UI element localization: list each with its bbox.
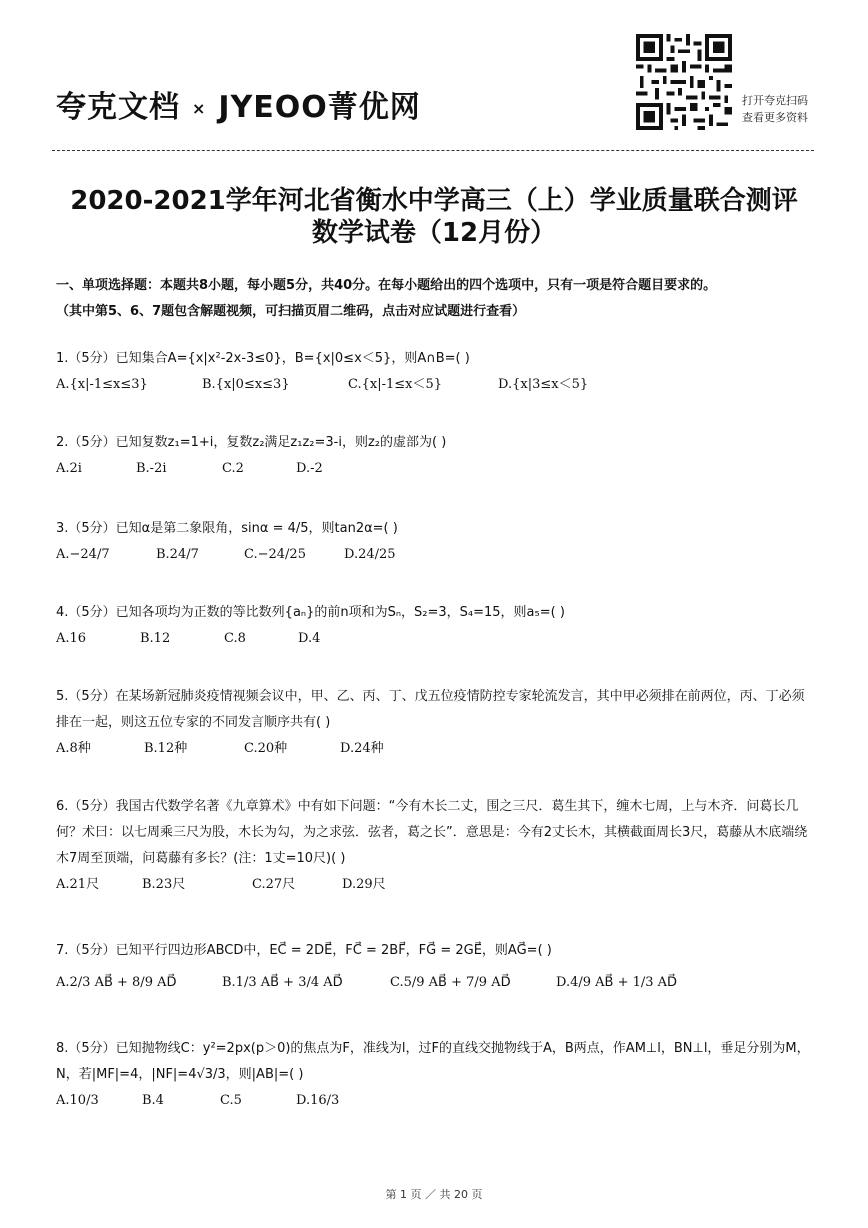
- question-stem: 6.（5分）我国古代数学名著《九章算术》中有如下问题：“今有木长二丈，围之三尺．葛生其下，缠木七周，上与木齐．问葛长几何？术曰：以七周乘三尺为股，木长为勾，为之求弦．弦者，葛之长”．意思是：今有2丈长木，其横截面周长3尺，葛藤从木底端绕木7周至顶端，问葛藤有多长？(注：1丈=10尺)( ): [56, 799, 808, 866]
- header-divider: [52, 150, 814, 151]
- section-note: （其中第5、6、7题包含解题视频，可扫描页眉二维码，点击对应试题进行查看）: [56, 304, 526, 319]
- page-title: 2020-2021学年河北省衡水中学高三（上）学业质量联合测评: [70, 186, 798, 216]
- brand-quark: 夸克文档: [56, 90, 180, 125]
- options-row: [56, 542, 816, 568]
- option-d[interactable]: D.4/9 AB⃗ + 1/3 AD⃗: [556, 975, 678, 990]
- options-row: [56, 1088, 816, 1114]
- qr-caption-line1: 打开夸克扫码: [742, 94, 808, 107]
- option-c[interactable]: C.{x|-1≤x＜5}: [348, 377, 443, 392]
- option-d[interactable]: D.29尺: [342, 877, 386, 892]
- option-b[interactable]: B.12: [140, 631, 171, 646]
- option-d[interactable]: D.24/25: [344, 547, 396, 562]
- option-d[interactable]: D.24种: [340, 741, 384, 756]
- options-row: [56, 872, 816, 898]
- question-stem: 3.（5分）已知α是第二象限角，sinα = 4/5，则tan2α=( ): [56, 521, 398, 536]
- option-b[interactable]: B.24/7: [156, 547, 199, 562]
- question-stem: 7.（5分）已知平行四边形ABCD中，EC⃗ = 2DE⃗，FC⃗ = 2BF⃗，FG⃗ = 2GE⃗，则AG⃗=( ): [56, 943, 552, 958]
- question-8: [56, 1036, 816, 1114]
- option-a[interactable]: A.{x|-1≤x≤3}: [56, 377, 148, 392]
- option-b[interactable]: B.23尺: [142, 877, 186, 892]
- question-2: [56, 430, 816, 482]
- page-header: [0, 0, 868, 150]
- brand-separator: ×: [192, 99, 207, 118]
- option-a[interactable]: A.2/3 AB⃗ + 8/9 AD⃗: [56, 975, 177, 990]
- qr-code-icon[interactable]: [636, 34, 732, 130]
- option-b[interactable]: B.12种: [144, 741, 188, 756]
- question-6: [56, 794, 816, 898]
- option-a[interactable]: A.2i: [56, 461, 82, 476]
- question-stem: 2.（5分）已知复数z₁=1+i，复数z₂满足z₁z₂=3-i，则z₂的虚部为( ): [56, 435, 447, 450]
- options-row: [56, 736, 816, 762]
- option-c[interactable]: C.5: [220, 1093, 242, 1108]
- question-5: [56, 684, 816, 762]
- option-d[interactable]: D.{x|3≤x＜5}: [498, 377, 589, 392]
- options-row: [56, 456, 816, 482]
- option-b[interactable]: B.1/3 AB⃗ + 3/4 AD⃗: [222, 975, 343, 990]
- question-3: [56, 516, 816, 568]
- options-row: [56, 372, 816, 398]
- option-d[interactable]: D.-2: [296, 461, 323, 476]
- options-row: [56, 970, 816, 996]
- section-heading: 一、单项选择题：本题共8小题，每小题5分，共40分。在每小题给出的四个选项中，只有一项是符合题目要求的。: [56, 278, 717, 293]
- question-4: [56, 600, 816, 652]
- option-b[interactable]: B.{x|0≤x≤3}: [202, 377, 290, 392]
- page-number: 第 1 页 ／ 共 20 页: [385, 1188, 483, 1201]
- option-c[interactable]: C.5/9 AB⃗ + 7/9 AD⃗: [390, 975, 511, 990]
- option-c[interactable]: C.−24/25: [244, 547, 306, 562]
- option-d[interactable]: D.4: [298, 631, 321, 646]
- option-a[interactable]: A.16: [56, 631, 87, 646]
- options-row: [56, 626, 816, 652]
- qr-caption: [742, 92, 808, 126]
- option-a[interactable]: A.8种: [56, 741, 91, 756]
- question-stem: 8.（5分）已知抛物线C：y²=2px(p＞0)的焦点为F，准线为l，过F的直线交抛物线于A，B两点，作AM⊥l，BN⊥l，垂足分别为M，N，若|MF|=4，|NF|=4√3/3，则|AB|=( ): [56, 1041, 810, 1082]
- option-c[interactable]: C.27尺: [252, 877, 296, 892]
- qr-caption-line2: 查看更多资料: [742, 111, 808, 124]
- option-c[interactable]: C.8: [224, 631, 246, 646]
- option-c[interactable]: C.20种: [244, 741, 288, 756]
- question-stem: 1.（5分）已知集合A={x|x²-2x-3≤0}，B={x|0≤x＜5}，则A∩B=( ): [56, 351, 470, 366]
- question-1: [56, 346, 816, 398]
- option-a[interactable]: A.−24/7: [56, 547, 110, 562]
- brand-logo: [56, 82, 421, 126]
- question-stem: 5.（5分）在某场新冠肺炎疫情视频会议中，甲、乙、丙、丁、戊五位疫情防控专家轮流发言，其中甲必须排在前两位，丙、丁必须排在一起，则这五位专家的不同发言顺序共有( ): [56, 689, 805, 730]
- option-d[interactable]: D.16/3: [296, 1093, 340, 1108]
- page-subtitle: 数学试卷（12月份）: [311, 218, 557, 248]
- option-b[interactable]: B.-2i: [136, 461, 167, 476]
- option-c[interactable]: C.2: [222, 461, 244, 476]
- option-b[interactable]: B.4: [142, 1093, 164, 1108]
- question-7: [56, 938, 816, 996]
- brand-jyeoo: JYEOO菁优网: [218, 90, 421, 125]
- question-stem: 4.（5分）已知各项均为正数的等比数列{aₙ}的前n项和为Sₙ，S₂=3，S₄=15，则a₅=( ): [56, 605, 565, 620]
- option-a[interactable]: A.21尺: [56, 877, 100, 892]
- option-a[interactable]: A.10/3: [56, 1093, 99, 1108]
